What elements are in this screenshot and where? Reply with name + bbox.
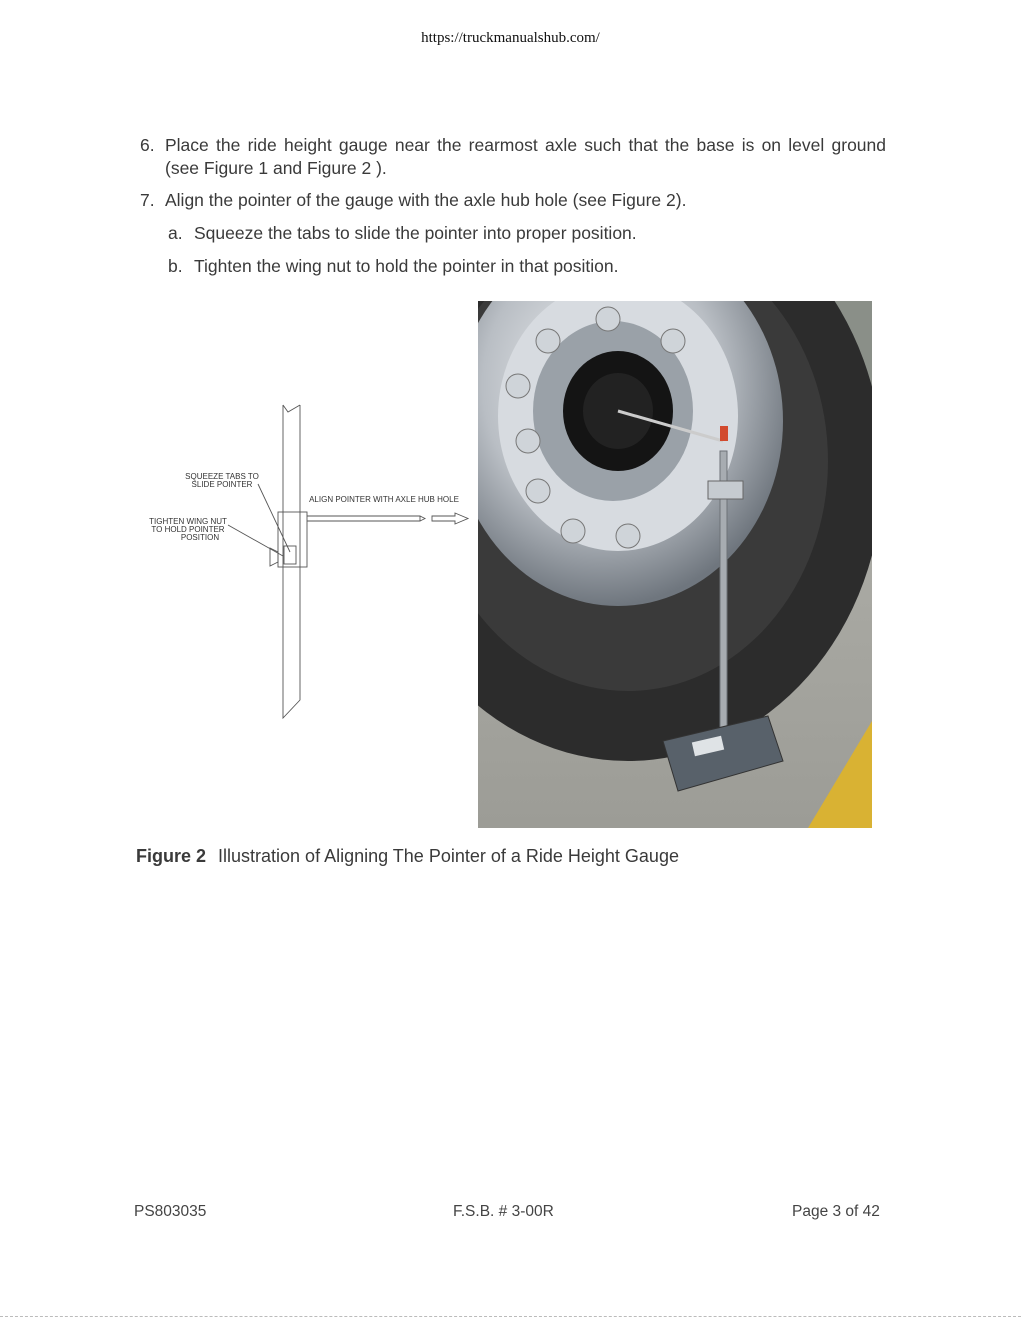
source-url: https://truckmanualshub.com/	[421, 30, 600, 46]
substep-a	[168, 222, 868, 245]
step-text: Align the pointer of the gauge with the axle hub hole (see Figure 2).	[165, 190, 687, 210]
footer-page-number: Page 3 of 42	[792, 1203, 880, 1220]
label-squeeze-tabs: SQUEEZE TABS TO	[185, 472, 259, 481]
footer-doc-number: PS803035	[134, 1203, 207, 1220]
substep-b	[168, 255, 868, 278]
step-number: 7.	[140, 190, 155, 210]
footer-bulletin: F.S.B. # 3-00R	[453, 1203, 554, 1220]
substep-text: Tighten the wing nut to hold the pointer in that position.	[194, 256, 619, 276]
substep-letter: a.	[168, 223, 183, 243]
label-hold-pointer: TO HOLD POINTER	[151, 525, 225, 534]
step-7	[140, 189, 886, 212]
label-align-pointer: ALIGN POINTER WITH AXLE HUB HOLE	[309, 495, 459, 504]
figure-caption	[136, 846, 679, 867]
substep-letter: b.	[168, 256, 183, 276]
label-tighten-wing-nut: TIGHTEN WING NUT	[149, 517, 227, 526]
step-number: 6.	[140, 135, 155, 155]
substep-text: Squeeze the tabs to slide the pointer into proper position.	[194, 223, 637, 243]
figure-caption-text: Illustration of Aligning The Pointer of a Ride Height Gauge	[218, 846, 679, 866]
label-slide-pointer: SLIDE POINTER	[191, 480, 253, 489]
gauge-photo	[478, 301, 872, 828]
label-position: POSITION	[180, 533, 220, 542]
figure-label: Figure 2	[136, 846, 207, 866]
page-edge-divider	[0, 1316, 1021, 1317]
step-6	[140, 134, 886, 180]
step-text: Place the ride height gauge near the rearmost axle such that the base is on level ground (see Figure 1 and Figure 2 ).	[165, 135, 886, 178]
gauge-line-diagram	[140, 395, 475, 730]
